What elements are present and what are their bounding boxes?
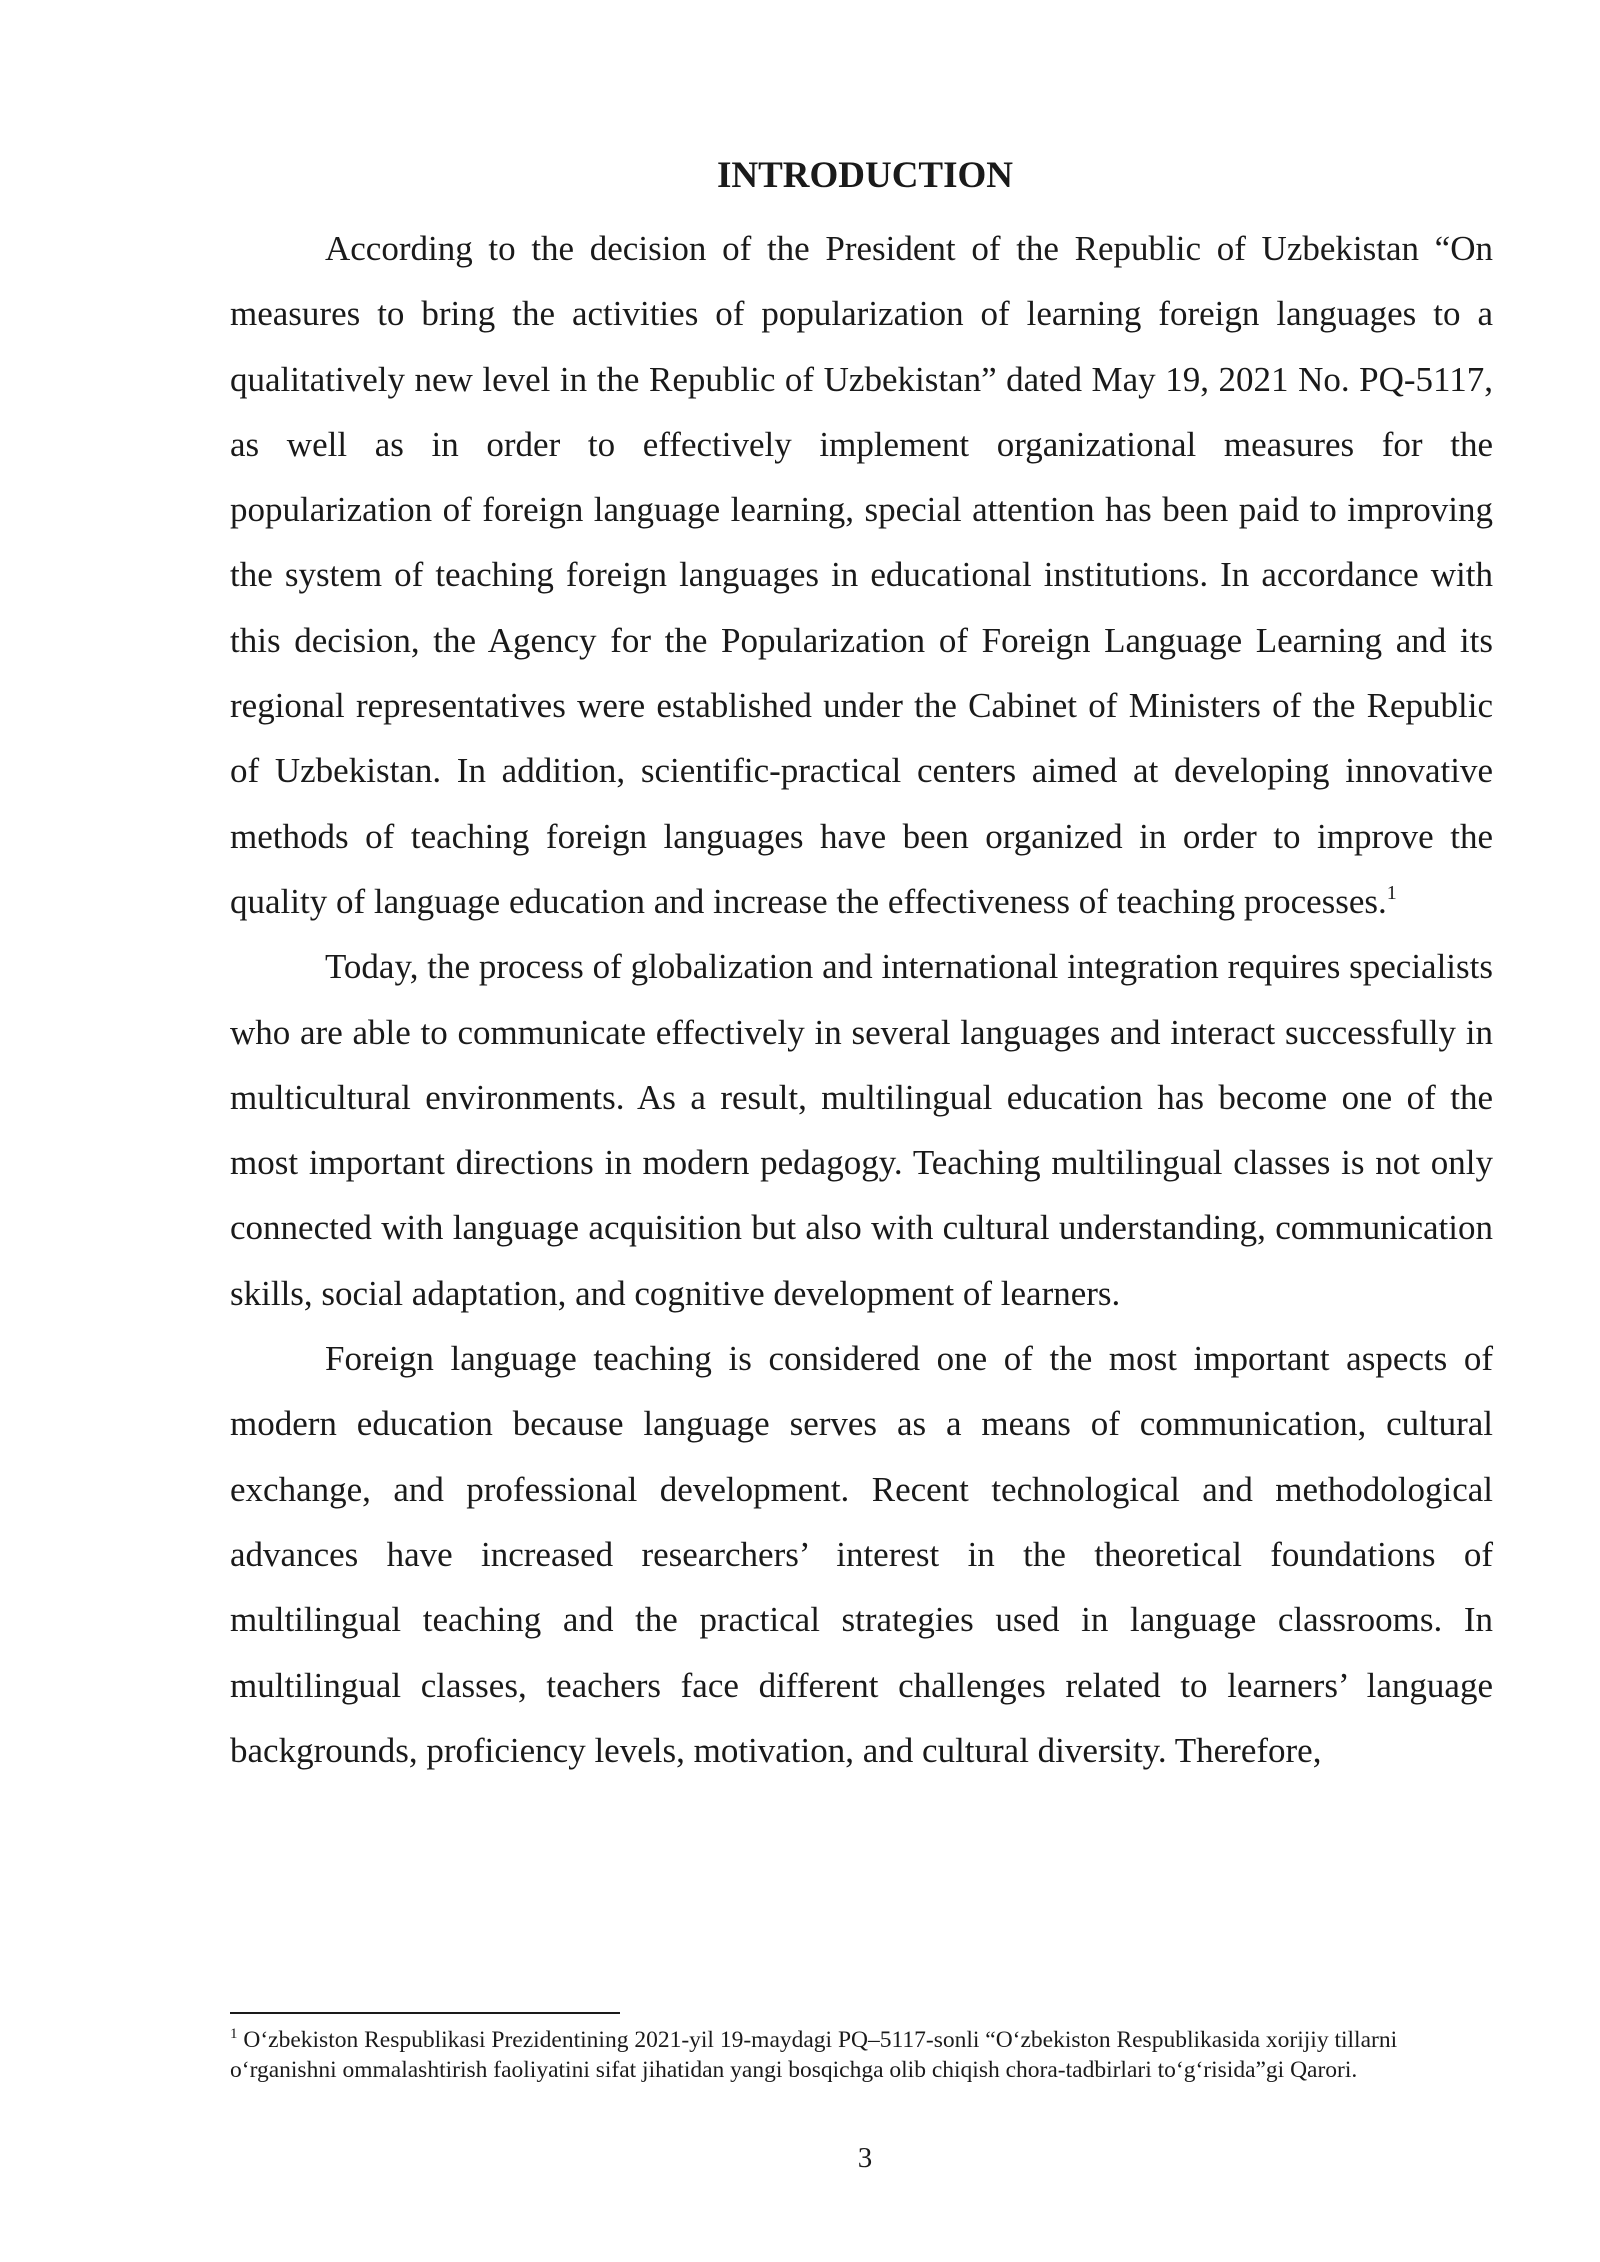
body-text	[230, 216, 1493, 1783]
footnote	[230, 2026, 1493, 2085]
paragraph-1-text: According to the decision of the President of the Republic of Uzbekistan “On measures to bring the activities of popularization of learning foreign languages to a qualitatively new level in the Republic of Uzbekistan” dated May 19, 2021 No. PQ-5117, as well as in order to effectively implement organizational measures for the popularization of foreign language learning, special attention has been paid to improving the system of teaching foreign languages in educational institutions. In accordance with this decision, the Agency for the Popularization of Foreign Language Learning and its regional representatives were established under the Cabinet of Ministers of the Republic of Uzbekistan. In addition, scientific-practical centers aimed at developing innovative methods of teaching foreign languages have been organized in order to improve the quality of language education and increase the effectiveness of teaching processes.	[230, 229, 1493, 921]
footnote-separator	[230, 2012, 620, 2014]
paragraph-2-text: Today, the process of globalization and international integration requires specialists who are able to communicate effectively in several languages and interact successfully in multicultural environments. As a result, multilingual education has become one of the most important directions in modern pedagogy. Teaching multilingual classes is not only connected with language acquisition but also with cultural understanding, communication skills, social adaptation, and cognitive development of learners.	[230, 947, 1493, 1313]
paragraph-3	[230, 1326, 1493, 1783]
paragraph-1	[230, 216, 1493, 934]
paragraph-2	[230, 934, 1493, 1326]
page-number: 3	[857, 2142, 873, 2174]
footnote-text: O‘zbekiston Respublikasi Prezidentining 2021-yil 19-maydagi PQ–5117-sonli “O‘zbekiston Respublikasida xorijiy tillarni o‘rganishni ommalashtirish faoliyatini sifat jihatidan yangi bosqichga olib chiqish chora-tadbirlari to‘g‘risida”gi Qarori.	[230, 2027, 1398, 2083]
paragraph-3-text: Foreign language teaching is considered one of the most important aspects of modern education because language serves as a means of communication, cultural exchange, and professional development. Recent technological and methodological advances have increased researchers’ interest in the theoretical foundations of multilingual teaching and the practical strategies used in language classrooms. In multilingual classes, teachers face different challenges related to learners’ language backgrounds, proficiency levels, motivation, and cultural diversity. Therefore,	[230, 1339, 1493, 1770]
section-heading: INTRODUCTION	[716, 155, 1014, 196]
footnote-reference[interactable]: 1	[1386, 881, 1397, 904]
footnote-marker: 1	[230, 2026, 238, 2042]
